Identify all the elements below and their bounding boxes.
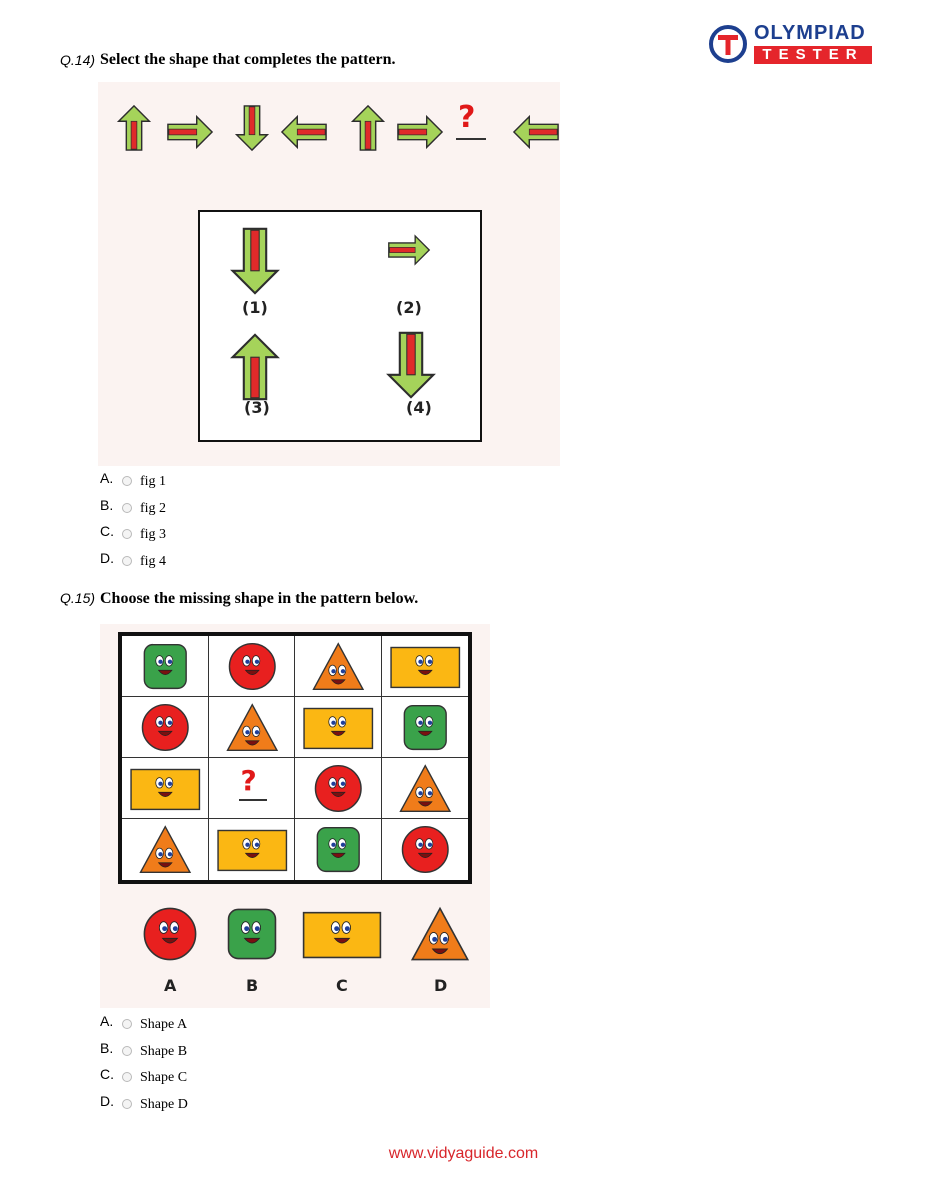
option-radio[interactable] <box>122 1046 132 1056</box>
grid-cell <box>382 819 469 880</box>
question-text: Select the shape that completes the pattern. <box>100 51 396 68</box>
option-letter: C. <box>100 523 114 539</box>
option-letter: B. <box>100 1039 114 1056</box>
rect-face-icon <box>126 760 205 822</box>
grid-cell <box>382 697 469 758</box>
question-number: Q.15) <box>60 590 96 606</box>
rect-face-icon <box>386 638 465 700</box>
square-face-icon <box>299 821 378 883</box>
triangle-face-icon <box>126 821 205 883</box>
answer-label: D <box>434 976 448 995</box>
arrow-left-icon <box>274 108 334 161</box>
grid-cell <box>295 819 382 880</box>
option-radio[interactable] <box>122 529 132 539</box>
grid-cell <box>209 636 296 697</box>
square-face-icon <box>126 638 205 700</box>
q14-figure <box>98 82 560 466</box>
choices-box <box>198 210 482 442</box>
option-row[interactable] <box>100 1039 300 1064</box>
option-letter: A. <box>100 470 114 486</box>
arrow-left-icon <box>506 108 566 161</box>
option-radio[interactable] <box>122 1072 132 1082</box>
answer-label: A <box>164 976 177 995</box>
option-letter: B. <box>100 496 114 513</box>
option-letter: D. <box>100 1092 114 1109</box>
triangle-face-icon <box>386 760 465 822</box>
grid-cell <box>295 636 382 697</box>
option-text: fig 2 <box>140 500 167 516</box>
circle-face-icon <box>126 699 205 761</box>
circle-face-icon <box>386 821 465 883</box>
question-mark: ? <box>458 100 476 135</box>
option-radio[interactable] <box>122 1019 132 1029</box>
question-number: Q.14) <box>60 52 96 68</box>
grid-cell <box>122 697 209 758</box>
grid-cell <box>209 758 296 819</box>
option-text: fig 4 <box>140 553 167 569</box>
arrow-down-icon <box>228 90 276 171</box>
option-row[interactable] <box>100 1066 300 1090</box>
choice-label: (4) <box>406 398 432 417</box>
grid-cell <box>122 758 209 819</box>
q15-figure <box>100 624 490 1008</box>
option-radio[interactable] <box>122 556 132 566</box>
option-text: Shape A <box>140 1017 188 1032</box>
logo-line2: TESTER <box>762 46 864 63</box>
option-letter: C. <box>100 1066 114 1082</box>
rect-face-icon <box>213 821 292 883</box>
grid-cell <box>295 758 382 819</box>
question-mark: ? <box>240 764 257 797</box>
choice-label: (1) <box>242 298 268 317</box>
circle-face-icon <box>299 760 378 822</box>
option-radio[interactable] <box>122 1099 132 1109</box>
answer-rect-face-icon <box>294 902 390 971</box>
choice-label: (2) <box>396 298 422 317</box>
option-row[interactable] <box>100 549 300 574</box>
grid-cell <box>122 636 209 697</box>
blank-line <box>456 138 486 140</box>
triangle-face-icon <box>213 699 292 761</box>
option-radio[interactable] <box>122 503 132 513</box>
arrow-right-icon <box>390 108 450 161</box>
option-row[interactable] <box>100 1013 300 1037</box>
answer-label: B <box>246 976 259 995</box>
choice-label: (3) <box>244 398 270 417</box>
option-text: Shape D <box>140 1096 188 1112</box>
answer-square-face-icon <box>204 902 300 971</box>
arrow-right-icon <box>160 108 220 161</box>
option-row[interactable] <box>100 1092 300 1117</box>
answer-label: C <box>336 976 348 995</box>
footer-url[interactable]: www.vidyaguide.com <box>388 1145 539 1162</box>
olympiad-tester-logo <box>706 22 876 66</box>
circle-face-icon <box>213 638 292 700</box>
choice-arrow-down-icon <box>376 330 446 405</box>
option-text: Shape B <box>140 1043 188 1059</box>
arrow-sequence <box>98 82 560 172</box>
arrow-up-icon <box>344 90 392 171</box>
question-text: Choose the missing shape in the pattern below. <box>100 590 419 607</box>
option-row[interactable] <box>100 496 300 521</box>
choice-arrow-down-icon <box>220 226 290 301</box>
answer-triangle-face-icon <box>392 902 488 971</box>
option-row[interactable] <box>100 523 300 547</box>
option-letter: D. <box>100 549 114 566</box>
grid-cell <box>382 758 469 819</box>
grid-cell <box>295 697 382 758</box>
grid-cell <box>209 819 296 880</box>
option-text: fig 1 <box>140 474 167 489</box>
grid-cell <box>209 697 296 758</box>
triangle-face-icon <box>299 638 378 700</box>
option-radio[interactable] <box>122 476 132 486</box>
logo-line1: OLYMPIAD <box>754 22 866 44</box>
option-text: Shape C <box>140 1070 188 1085</box>
arrow-up-icon <box>110 90 158 171</box>
blank-line <box>239 799 267 801</box>
rect-face-icon <box>299 699 378 761</box>
option-letter: A. <box>100 1013 114 1029</box>
answer-shapes <box>100 902 490 1002</box>
square-face-icon <box>386 699 465 761</box>
grid-cell <box>122 819 209 880</box>
grid-cell <box>382 636 469 697</box>
shape-grid <box>118 632 472 884</box>
choice-arrow-up-icon <box>220 332 290 407</box>
option-text: fig 3 <box>140 527 167 542</box>
option-row[interactable] <box>100 470 300 494</box>
choice-arrow-right-icon <box>374 228 444 277</box>
